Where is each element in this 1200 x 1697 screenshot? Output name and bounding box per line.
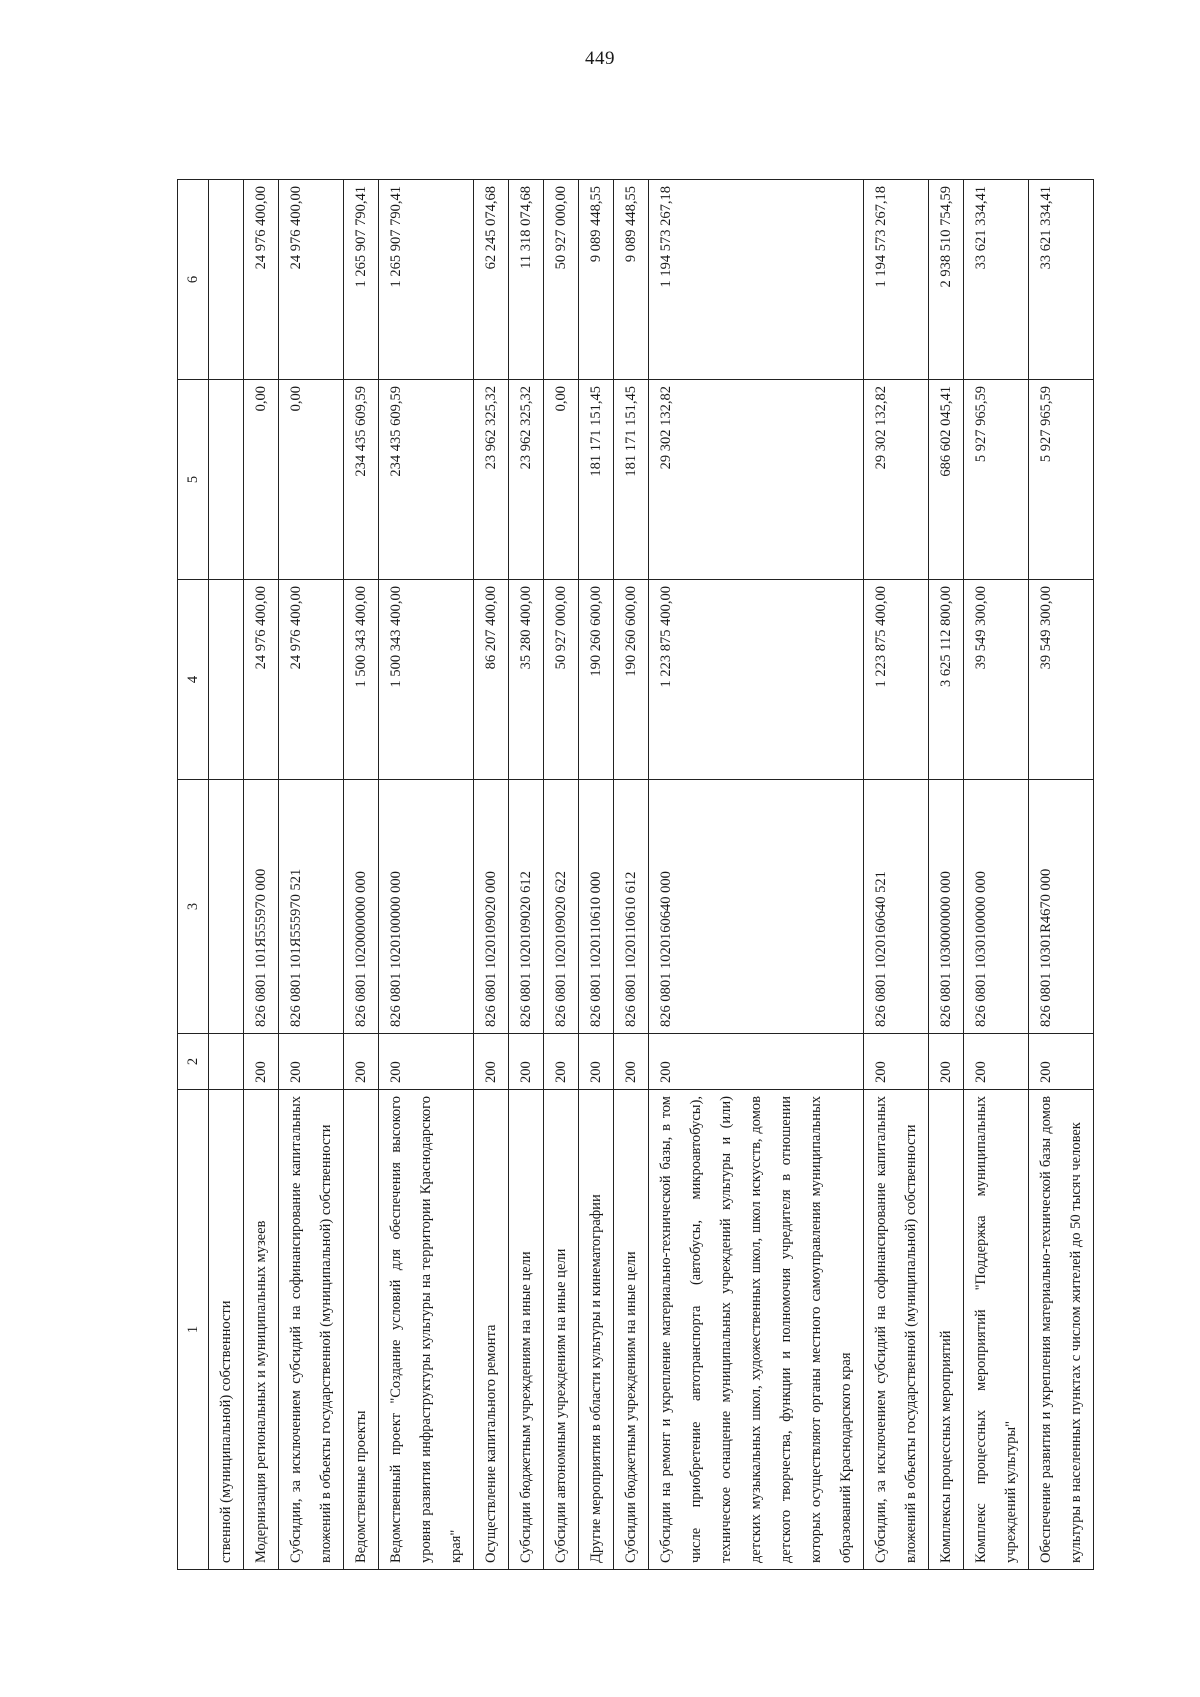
table-row — [1029, 180, 1094, 1570]
row-column-5-amount: 5 927 965,59 — [1029, 380, 1094, 580]
row-column-5-amount: 234 435 609,59 — [344, 380, 379, 580]
row-code-cell: 826 0801 1030000000 000 — [929, 780, 964, 1034]
row-column-4-amount: 39 549 300,00 — [1029, 580, 1094, 780]
row-column-6-amount: 33 621 334,41 — [964, 180, 1029, 380]
row-column-6-amount: 1 194 573 267,18 — [649, 180, 864, 380]
row-column-5-amount: 29 302 132,82 — [864, 380, 929, 580]
row-code-cell: 826 0801 1020109020 612 — [509, 780, 544, 1034]
row-code-cell: 826 0801 1020110610 612 — [614, 780, 649, 1034]
row-name-cell: Осуществление капитального ремонта — [474, 1090, 509, 1570]
row-column-4-amount: 1 500 343 400,00 — [344, 580, 379, 780]
row-column-5-amount: 29 302 132,82 — [649, 380, 864, 580]
row-column-4-amount: 86 207 400,00 — [474, 580, 509, 780]
table-row — [379, 180, 474, 1570]
row-column-6-amount: 1 194 573 267,18 — [864, 180, 929, 380]
row-name-cell: Модернизация региональных и муниципальных музеев — [244, 1090, 279, 1570]
header-cell: 4 — [178, 580, 209, 780]
row-column-6-amount: 9 089 448,55 — [579, 180, 614, 380]
row-code-cell: 826 0801 1020110610 000 — [579, 780, 614, 1034]
row-column-4-amount: 190 260 600,00 — [614, 580, 649, 780]
table-row — [244, 180, 279, 1570]
row-column-4-amount: 24 976 400,00 — [279, 580, 344, 780]
header-cell: 5 — [178, 380, 209, 580]
row-name-cell: Субсидии, за исключением субсидий на софинансирование капитальных вложений в объекты государственной (муниципальной) собственности — [864, 1090, 929, 1570]
row-column-2-cell: 200 — [509, 1034, 544, 1090]
row-code-cell: 826 0801 1020109020 622 — [544, 780, 579, 1034]
row-code-cell — [209, 780, 244, 1034]
table-row — [929, 180, 964, 1570]
row-name-cell: ственной (муниципальной) собственности — [209, 1090, 244, 1570]
row-column-5-amount: 181 171 151,45 — [614, 380, 649, 580]
row-column-5-amount: 181 171 151,45 — [579, 380, 614, 580]
header-cell: 3 — [178, 780, 209, 1034]
row-name-cell: Субсидии, за исключением субсидий на софинансирование капитальных вложений в объекты государственной (муниципальной) собственности — [279, 1090, 344, 1570]
table-row — [964, 180, 1029, 1570]
table-row — [279, 180, 344, 1570]
row-code-cell: 826 0801 101Я555970 000 — [244, 780, 279, 1034]
row-column-6-amount — [209, 180, 244, 380]
row-column-4-amount: 50 927 000,00 — [544, 580, 579, 780]
row-column-5-amount: 23 962 325,32 — [509, 380, 544, 580]
table-row — [614, 180, 649, 1570]
row-column-2-cell: 200 — [864, 1034, 929, 1090]
row-name-cell: Субсидии на ремонт и укрепление материально-технической базы, в том числе приобретение автотранспорта (автобусы, микроавтобусы), техническое оснащение муниципальных учреждений культуры и (или) детских музыкальных школ, художественных школ, школ искусств, домов детского творчества, функции и полномочия учредителя в отношении которых осуществляют органы местного самоуправления муниципальных образований Краснодарского края — [649, 1090, 864, 1570]
row-column-4-amount: 1 500 343 400,00 — [379, 580, 474, 780]
row-column-2-cell: 200 — [379, 1034, 474, 1090]
row-name-cell: Обеспечение развития и укрепления материально-технической базы домов культуры в населенных пунктах с числом жителей до 50 тысяч человек — [1029, 1090, 1094, 1570]
rotated-table-container — [177, 180, 1162, 1570]
row-column-6-amount: 62 245 074,68 — [474, 180, 509, 380]
row-column-4-amount: 190 260 600,00 — [579, 580, 614, 780]
row-column-5-amount: 5 927 965,59 — [964, 380, 1029, 580]
table-row — [344, 180, 379, 1570]
row-column-2-cell: 200 — [579, 1034, 614, 1090]
row-code-cell: 826 0801 1020100000 000 — [379, 780, 474, 1034]
table-row — [509, 180, 544, 1570]
table-row — [649, 180, 864, 1570]
row-column-4-amount: 1 223 875 400,00 — [864, 580, 929, 780]
row-column-6-amount: 2 938 510 754,59 — [929, 180, 964, 380]
row-column-6-amount: 1 265 907 790,41 — [379, 180, 474, 380]
row-column-4-amount: 35 280 400,00 — [509, 580, 544, 780]
row-code-cell: 826 0801 101Я555970 521 — [279, 780, 344, 1034]
row-column-5-amount: 0,00 — [244, 380, 279, 580]
row-code-cell: 826 0801 1020109020 000 — [474, 780, 509, 1034]
row-column-2-cell — [209, 1034, 244, 1090]
row-column-6-amount: 24 976 400,00 — [279, 180, 344, 380]
page-number: 449 — [585, 48, 615, 69]
row-column-5-amount: 0,00 — [279, 380, 344, 580]
row-column-6-amount: 9 089 448,55 — [614, 180, 649, 380]
row-column-2-cell: 200 — [544, 1034, 579, 1090]
row-column-4-amount: 1 223 875 400,00 — [649, 580, 864, 780]
row-column-6-amount: 50 927 000,00 — [544, 180, 579, 380]
row-code-cell: 826 0801 1020000000 000 — [344, 780, 379, 1034]
table-row — [474, 180, 509, 1570]
row-column-2-cell: 200 — [614, 1034, 649, 1090]
row-name-cell: Субсидии бюджетным учреждениям на иные цели — [614, 1090, 649, 1570]
row-column-4-amount: 39 549 300,00 — [964, 580, 1029, 780]
row-column-5-amount: 23 962 325,32 — [474, 380, 509, 580]
row-column-2-cell: 200 — [929, 1034, 964, 1090]
row-name-cell: Ведомственный проект "Создание условий для обеспечения высокого уровня развития инфраструктуры культуры на территории Краснодарского края" — [379, 1090, 474, 1570]
row-column-2-cell: 200 — [964, 1034, 1029, 1090]
row-column-2-cell: 200 — [244, 1034, 279, 1090]
row-column-2-cell: 200 — [279, 1034, 344, 1090]
row-column-2-cell: 200 — [649, 1034, 864, 1090]
row-column-5-amount: 0,00 — [544, 380, 579, 580]
row-name-cell: Комплексы процессных мероприятий — [929, 1090, 964, 1570]
table-row — [864, 180, 929, 1570]
row-column-2-cell: 200 — [344, 1034, 379, 1090]
row-column-5-amount — [209, 380, 244, 580]
row-code-cell: 826 0801 1030100000 000 — [964, 780, 1029, 1034]
row-column-6-amount: 11 318 074,68 — [509, 180, 544, 380]
row-column-6-amount: 24 976 400,00 — [244, 180, 279, 380]
row-column-6-amount: 33 621 334,41 — [1029, 180, 1094, 380]
row-name-cell: Субсидии автономным учреждениям на иные цели — [544, 1090, 579, 1570]
row-name-cell: Ведомственные проекты — [344, 1090, 379, 1570]
row-code-cell: 826 0801 10301R4670 000 — [1029, 780, 1094, 1034]
row-code-cell: 826 0801 1020160640 000 — [649, 780, 864, 1034]
row-column-4-amount — [209, 580, 244, 780]
header-cell: 1 — [178, 1090, 209, 1570]
row-name-cell: Субсидии бюджетным учреждениям на иные цели — [509, 1090, 544, 1570]
header-cell: 6 — [178, 180, 209, 380]
table-row — [209, 180, 244, 1570]
row-column-5-amount: 686 602 045,41 — [929, 380, 964, 580]
row-name-cell: Другие мероприятия в области культуры и кинематографии — [579, 1090, 614, 1570]
row-column-6-amount: 1 265 907 790,41 — [344, 180, 379, 380]
row-column-2-cell: 200 — [474, 1034, 509, 1090]
budget-table — [177, 179, 1094, 1570]
table-row — [544, 180, 579, 1570]
header-cell: 2 — [178, 1034, 209, 1090]
row-code-cell: 826 0801 1020160640 521 — [864, 780, 929, 1034]
row-name-cell: Комплекс процессных мероприятий "Поддержка муниципальных учреждений культуры" — [964, 1090, 1029, 1570]
row-column-2-cell: 200 — [1029, 1034, 1094, 1090]
row-column-4-amount: 3 625 112 800,00 — [929, 580, 964, 780]
table-row — [579, 180, 614, 1570]
row-column-5-amount: 234 435 609,59 — [379, 380, 474, 580]
header-row — [178, 180, 209, 1570]
row-column-4-amount: 24 976 400,00 — [244, 580, 279, 780]
